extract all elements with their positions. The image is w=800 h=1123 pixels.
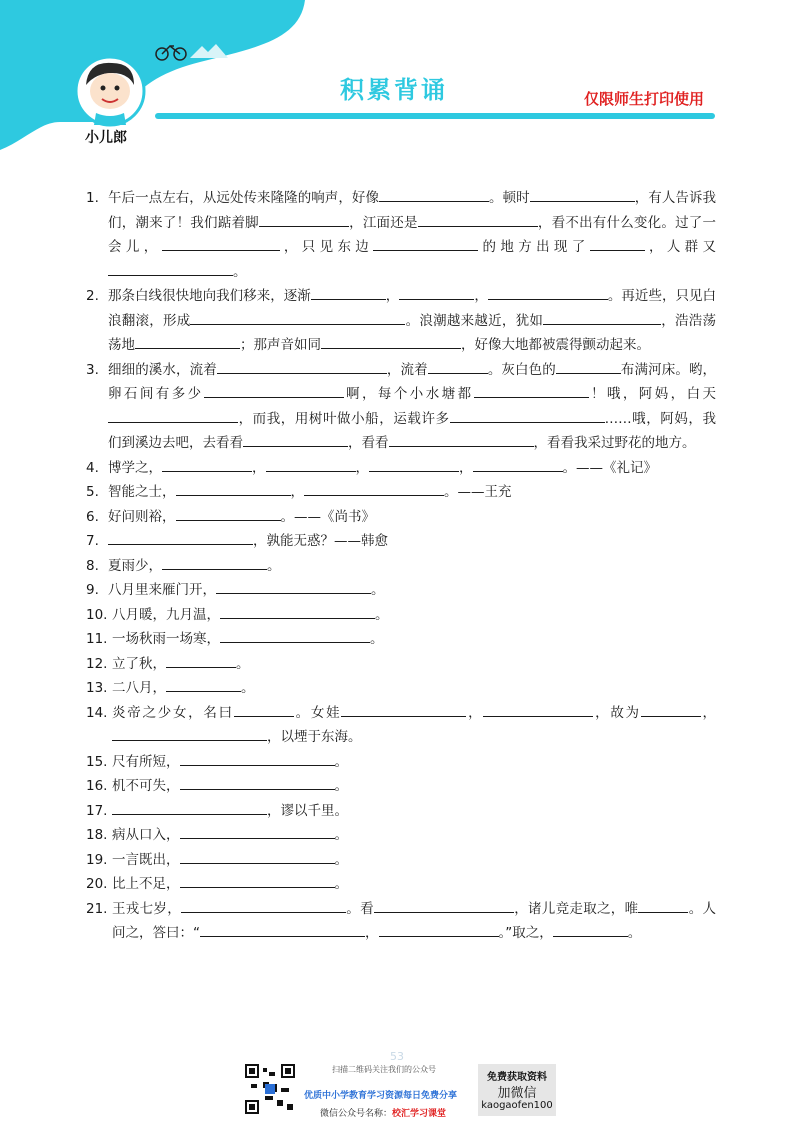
exercise-text: 机不可失， (112, 778, 180, 794)
exercise-text: 。 (375, 606, 389, 623)
exercise-item (86, 848, 716, 873)
exercise-text: 二八月， (112, 680, 166, 696)
exercise-number: 2. (86, 288, 99, 304)
exercise-number: 12. (86, 655, 108, 672)
answer-blank[interactable] (379, 186, 489, 202)
answer-blank[interactable] (220, 627, 370, 643)
exercise-text: 。人问之，答曰：“ (112, 900, 717, 941)
exercise-text: ，看看 (348, 435, 389, 451)
answer-blank[interactable] (474, 382, 589, 398)
exercise-item (86, 799, 716, 824)
answer-blank[interactable] (259, 211, 349, 227)
exercise-number: 18. (86, 827, 108, 843)
footer-account-prefix: 微信公众号名称： (320, 1109, 393, 1119)
answer-blank[interactable] (180, 872, 335, 888)
exercise-text: 八月暖，九月温， (112, 606, 220, 623)
exercise-number: 17. (86, 802, 108, 819)
exercise-text: 的地方出现了 (478, 239, 590, 255)
exercise-text: ， (365, 925, 379, 941)
answer-blank[interactable] (204, 382, 344, 398)
exercise-text: ，人群又 (644, 239, 717, 255)
exercise-text: 啊，每个小水塘都 (343, 386, 474, 402)
page-title: 积累背诵 (340, 76, 448, 104)
exercise-text: ，只见东边 (279, 239, 374, 255)
exercise-text: 。灰白色的 (487, 361, 556, 378)
exercise-number: 4. (86, 459, 99, 476)
answer-blank[interactable] (590, 235, 645, 251)
exercise-item (86, 480, 716, 505)
exercise-text: 细细的溪水，流着 (108, 361, 217, 378)
answer-blank[interactable] (190, 309, 405, 325)
exercise-text: ， (252, 459, 266, 476)
exercise-text: ， (474, 288, 488, 304)
exercise-text: 立了秋， (112, 655, 166, 672)
exercise-text: ， (290, 484, 304, 500)
exercise-text: 。浪潮越来越近，犹如 (405, 312, 544, 329)
exercise-text: 尺有所短， (112, 753, 180, 770)
exercise-text: 夏雨少， (108, 557, 162, 574)
answer-blank[interactable] (374, 897, 514, 913)
exercise-text: 博学之， (108, 459, 162, 476)
exercise-text: 比上不足， (112, 876, 180, 892)
exercise-number: 9. (86, 582, 99, 598)
exercise-number: 8. (86, 557, 99, 574)
exercise-text: ，孰能无惑？——韩愈 (253, 533, 388, 549)
footer-account (320, 1106, 446, 1119)
answer-blank[interactable] (162, 456, 252, 472)
answer-blank[interactable] (399, 284, 474, 300)
exercise-text: 。女娃 (293, 704, 342, 721)
exercise-text: ，看不出有什么变化。过了一会儿， (108, 214, 717, 255)
footer-account-name: 校汇学习课堂 (392, 1109, 447, 1119)
exercise-text: ，有人告诉我们，潮来了！我们踮着脚 (108, 190, 717, 231)
exercise-text: ，流着 (386, 361, 428, 378)
exercise-text: ，好像大地都被震得颤动起来。 (461, 337, 650, 353)
answer-blank[interactable] (162, 554, 267, 570)
exercise-item (86, 897, 716, 946)
exercise-text: ， (459, 459, 473, 476)
answer-blank[interactable] (108, 529, 253, 545)
exercise-text: 午后一点左右，从远处传来隆隆的响声，好像 (108, 190, 379, 206)
answer-blank[interactable] (166, 676, 241, 692)
footer-scan-hint: 扫描二维码关注我们的公众号 (332, 1065, 436, 1074)
exercise-text: 。——王充 (444, 484, 512, 500)
exercise-item (86, 554, 716, 579)
exercise-text: 。——《礼记》 (562, 459, 657, 476)
answer-blank[interactable] (216, 578, 371, 594)
exercise-item (86, 529, 716, 554)
answer-blank[interactable] (181, 897, 346, 913)
exercise-item (86, 750, 716, 775)
answer-blank[interactable] (341, 701, 466, 717)
wechat-badge-id: kaogaofen100 (481, 1100, 553, 1111)
answer-blank[interactable] (369, 456, 459, 472)
exercise-text: ， (466, 704, 484, 721)
exercise-text: 布满河床。哟，卵石间有多少 (108, 361, 717, 402)
exercise-item (86, 627, 716, 652)
exercise-text: ，以堙于东海。 (267, 729, 362, 745)
answer-blank[interactable] (180, 848, 335, 864)
exercise-text: ！哦，阿妈，白天 (588, 386, 717, 402)
mascot-avatar (68, 55, 152, 127)
brand-name: 小儿郎 (85, 130, 127, 146)
answer-blank[interactable] (641, 701, 701, 717)
exercise-text: 一言既出， (112, 851, 180, 868)
exercise-text: 。——《尚书》 (280, 508, 375, 525)
exercise-item (86, 603, 716, 628)
exercise-number: 6. (86, 508, 99, 525)
exercise-item (86, 652, 716, 677)
exercise-text: ，而我，用树叶做小船，运载许多 (238, 410, 450, 427)
exercise-text: ；那声音如同 (240, 337, 321, 353)
answer-blank[interactable] (180, 774, 335, 790)
exercise-text: ，诸儿竞走取之，唯 (513, 900, 639, 917)
answer-blank[interactable] (166, 652, 236, 668)
exercise-text: 一场秋雨一场寒， (112, 631, 220, 647)
answer-blank[interactable] (220, 603, 375, 619)
exercise-text: 。 (233, 263, 247, 280)
exercise-text: 炎帝之少女，名曰 (112, 704, 234, 721)
exercise-number: 11. (86, 631, 108, 647)
print-notice: 仅限师生打印使用 (584, 90, 705, 108)
exercise-text: 。 (334, 876, 348, 892)
exercise-text: ，故为 (593, 704, 641, 721)
exercise-item (86, 823, 716, 848)
exercise-item (86, 578, 716, 603)
answer-blank[interactable] (217, 358, 387, 374)
exercise-number: 3. (86, 361, 99, 378)
exercise-number: 7. (86, 533, 99, 549)
exercise-item (86, 284, 716, 358)
exercise-text: ， (355, 459, 369, 476)
answer-blank[interactable] (108, 260, 233, 276)
exercise-item (86, 358, 716, 456)
answer-blank[interactable] (243, 431, 348, 447)
wechat-badge[interactable] (478, 1064, 556, 1116)
header-rule (155, 113, 715, 119)
answer-blank[interactable] (373, 235, 478, 251)
exercise-text: ……哦，阿妈，我们到溪边去吧，去看看 (108, 410, 717, 451)
exercise-text: 。”取之， (498, 925, 553, 941)
exercise-text: 。看 (346, 900, 374, 917)
exercise-number: 5. (86, 484, 99, 500)
exercise-number: 19. (86, 851, 108, 868)
answer-blank[interactable] (638, 897, 688, 913)
answer-blank[interactable] (543, 309, 661, 325)
answer-blank[interactable] (483, 701, 593, 717)
answer-blank[interactable] (450, 407, 605, 423)
page-number: 53 (390, 1050, 404, 1063)
answer-blank[interactable] (488, 284, 608, 300)
exercise-text: 。 (236, 655, 250, 672)
answer-blank[interactable] (553, 921, 628, 937)
exercise-number: 21. (86, 900, 108, 917)
exercise-text: 。再近些，只见白浪翻滚，形成 (108, 288, 717, 329)
exercise-text: 。顿时 (489, 190, 530, 206)
exercise-text: 王戎七岁， (112, 900, 181, 917)
exercise-text: 。 (334, 753, 348, 770)
answer-blank[interactable] (428, 358, 488, 374)
exercise-text: ，江面还是 (348, 214, 418, 231)
answer-blank[interactable] (112, 725, 267, 741)
answer-blank[interactable] (418, 211, 538, 227)
answer-blank[interactable] (200, 921, 365, 937)
answer-blank[interactable] (311, 284, 386, 300)
exercise-text: 。 (267, 557, 281, 574)
exercise-number: 16. (86, 778, 108, 794)
exercise-text: 那条白线很快地向我们移来，逐渐 (108, 288, 311, 304)
exercise-text: 。 (334, 827, 348, 843)
header-decoration (0, 0, 310, 170)
answer-blank[interactable] (108, 407, 238, 423)
exercise-text: 八月里来雁门开， (108, 582, 216, 598)
exercise-item (86, 774, 716, 799)
answer-blank[interactable] (176, 480, 291, 496)
answer-blank[interactable] (379, 921, 499, 937)
exercise-text: ， (385, 288, 400, 304)
exercise-item (86, 701, 716, 750)
exercise-text: 。 (241, 680, 255, 696)
bicycle-icon (150, 40, 230, 62)
answer-blank[interactable] (530, 186, 635, 202)
answer-blank[interactable] (321, 333, 461, 349)
exercise-text: 。 (334, 851, 348, 868)
exercise-text: 。 (371, 582, 385, 598)
answer-blank[interactable] (473, 456, 563, 472)
answer-blank[interactable] (389, 431, 534, 447)
exercise-item (86, 505, 716, 530)
exercise-number: 20. (86, 876, 108, 892)
answer-blank[interactable] (180, 823, 335, 839)
footer-slogan: 优质中小学教育学习资源每日免费分享 (304, 1091, 458, 1101)
answer-blank[interactable] (162, 235, 280, 251)
exercise-text: 。 (334, 778, 348, 794)
exercise-text: ，看看我采过野花的地方。 (533, 435, 696, 451)
exercise-item (86, 456, 716, 481)
exercise-number: 10. (86, 606, 108, 623)
answer-blank[interactable] (304, 480, 444, 496)
qr-code-icon[interactable] (245, 1064, 295, 1114)
exercise-text: ，谬以千里。 (267, 802, 348, 819)
exercise-item (86, 872, 716, 897)
exercise-text: 好问则裕， (108, 508, 176, 525)
answer-blank[interactable] (112, 799, 267, 815)
wechat-badge-title: 免费获取资料 (487, 1072, 547, 1083)
answer-blank[interactable] (234, 701, 294, 717)
wechat-badge-add: 加微信 (497, 1086, 537, 1101)
exercise-text: ， (700, 704, 717, 721)
exercise-text: 智能之士， (108, 484, 176, 500)
exercise-number: 1. (86, 190, 99, 206)
exercise-list (86, 186, 716, 946)
exercise-number: 14. (86, 704, 108, 721)
answer-blank[interactable] (135, 333, 240, 349)
exercise-number: 15. (86, 753, 108, 770)
exercise-item (86, 676, 716, 701)
exercise-item (86, 186, 716, 284)
exercise-number: 13. (86, 680, 108, 696)
answer-blank[interactable] (176, 505, 281, 521)
exercise-text: 病从口入， (112, 827, 180, 843)
exercise-text: 。 (370, 631, 384, 647)
exercise-text: 。 (627, 925, 642, 941)
exercise-text: ，浩浩荡荡地 (108, 312, 717, 353)
answer-blank[interactable] (180, 750, 335, 766)
answer-blank[interactable] (266, 456, 356, 472)
answer-blank[interactable] (556, 358, 621, 374)
